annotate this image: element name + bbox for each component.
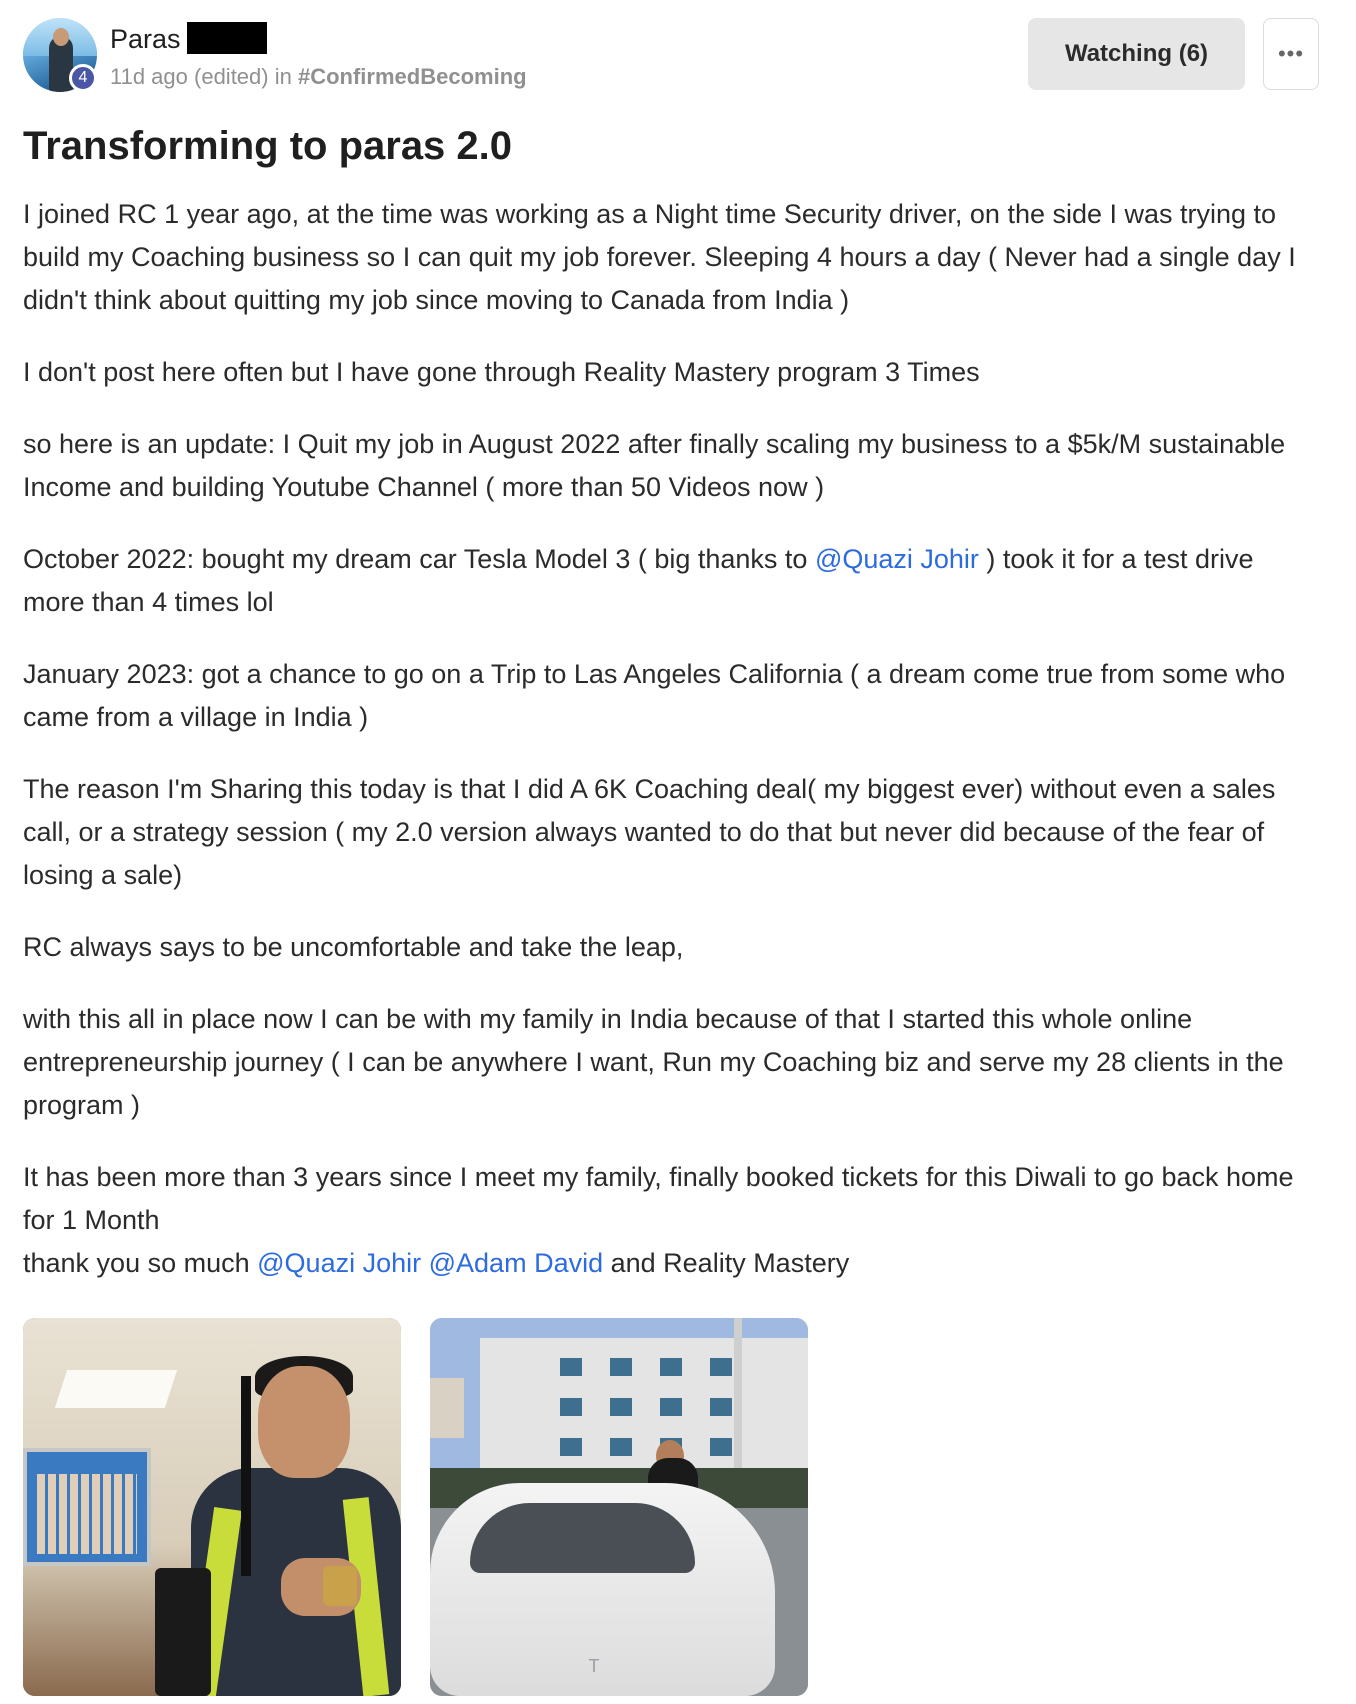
- paragraph: I don't post here often but I have gone through Reality Mastery program 3 Times: [23, 357, 980, 387]
- paragraph-text: ) took it for a test drive more than 4 times lol: [23, 544, 1254, 617]
- author-avatar[interactable]: [23, 18, 97, 92]
- paragraph: RC always says to be uncomfortable and take the leap,: [23, 932, 684, 962]
- paragraph-text: thank you so much: [23, 1248, 258, 1278]
- paragraph: January 2023: got a chance to go on a Trip to Las Angeles California ( a dream come true from some who came from a village in India ): [23, 659, 1286, 732]
- paragraph-text: and Reality Mastery: [603, 1248, 850, 1278]
- paragraph: [23, 538, 1318, 624]
- post-timestamp: 11d ago (edited): [110, 64, 269, 89]
- security-selfie-photo[interactable]: [23, 1318, 401, 1696]
- more-horizontal-icon: •••: [1277, 41, 1305, 66]
- author-name-text[interactable]: Paras: [110, 24, 181, 54]
- paragraph-text: October 2022: bought my dream car Tesla Model 3 ( big thanks to: [23, 544, 815, 574]
- tesla-logo-icon: T: [588, 1656, 600, 1676]
- mention-link[interactable]: @Quazi Johir: [257, 1248, 422, 1278]
- redaction-box: [187, 22, 267, 54]
- tesla-car-photo[interactable]: [430, 1318, 808, 1696]
- in-word: in: [274, 64, 292, 89]
- level-badge: 4: [69, 64, 97, 92]
- post-meta: [110, 64, 527, 90]
- paragraph: with this all in place now I can be with my family in India because of that I started this whole online entrepreneurship journey ( I can be anywhere I want, Run my Coaching biz and serve my 28 clients in the program ): [23, 1004, 1284, 1120]
- mention-link[interactable]: @Adam David: [428, 1248, 604, 1278]
- category-link[interactable]: #ConfirmedBecoming: [297, 64, 527, 89]
- mention-link[interactable]: @Quazi Johir: [814, 544, 979, 574]
- paragraph: so here is an update: I Quit my job in August 2022 after finally scaling my business to a $5k/M sustainable Income and building Youtube Channel ( more than 50 Videos now ): [23, 429, 1286, 502]
- post-body: [23, 193, 1318, 1314]
- more-options-button[interactable]: [1263, 18, 1319, 90]
- paragraph: The reason I'm Sharing this today is that I did A 6K Coaching deal( my biggest ever) without even a sales call, or a strategy session ( my 2.0 version always wanted to do that but never did because of the fear of losing a sale): [23, 774, 1276, 890]
- paragraph: [23, 1156, 1318, 1285]
- paragraph-text: It has been more than 3 years since I meet my family, finally booked tickets for this Diwali to go back home for 1 Month: [23, 1162, 1294, 1235]
- watching-button[interactable]: Watching (6): [1028, 18, 1245, 90]
- paragraph: I joined RC 1 year ago, at the time was working as a Night time Security driver, on the side I was trying to build my Coaching business so I can quit my job forever. Sleeping 4 hours a day ( Never had a single day I didn't think about quitting my job since moving to Canada from India ): [23, 199, 1296, 315]
- post-card: [23, 18, 1315, 1676]
- author-name[interactable]: [110, 22, 267, 55]
- post-title: Transforming to paras 2.0: [23, 124, 513, 168]
- post-header: [23, 18, 1315, 94]
